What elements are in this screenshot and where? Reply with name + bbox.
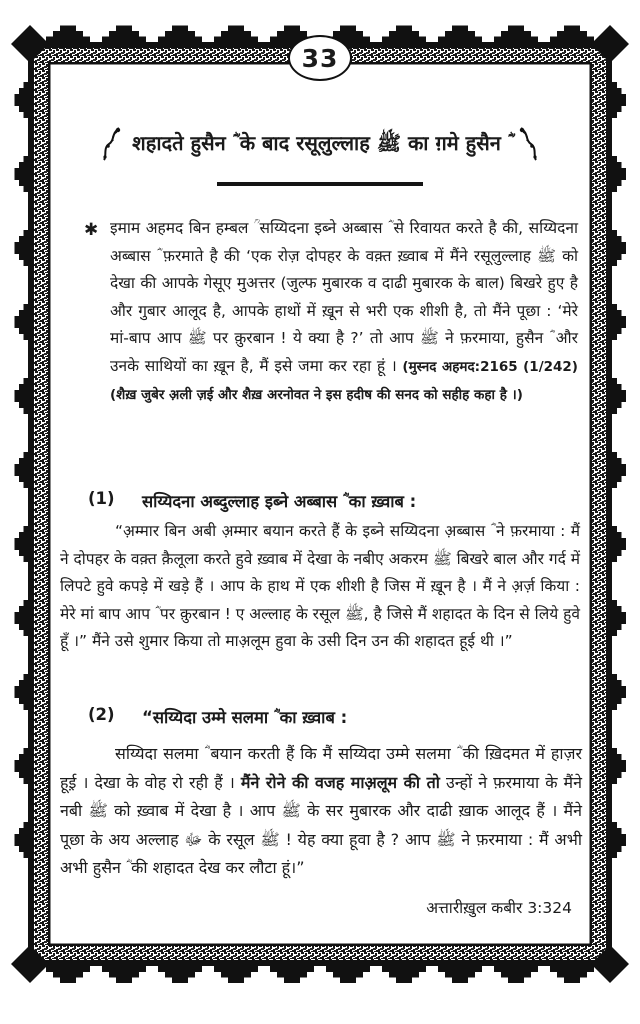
section-2-number: (2) bbox=[88, 705, 115, 724]
asterisk-bullet-icon: ✱ bbox=[84, 220, 99, 240]
hadith-text: इमाम अहमद बिन हम्बल ؒ सय्यिदना इब्ने अब्बास ؓ से रिवायत करते है की, सय्यिदना अब्बास ؓ फ़रमाते है की ‘एक रोज़ दोपहर के वक़्त ख़्वाब में मैंने रसूलुल्लाह ﷺ को देखा की आपके गेसूए मुअत्तर (जुल्फ मुबारक व दाढी मुबारक के बाल) बिखरे हुए है और गुबार आलूद है, आपके हाथों में ख़ून से भरी एक शीशी है, तो मैंने पूछा : ‘मेरे मां-बाप आप ﷺ पर क़ुरबान ! ये क्या है ?’ तो आप ﷺ ने फ़रमाया, हुसैन ؓ और उनके साथियों का ख़ून है, मैं इसे जमा कर रहा हूं । bbox=[110, 219, 579, 375]
section-1-body: “अ़म्मार बिन अबी अ़म्मार बयान करते हैं के इब्ने सय्यिदना अ़ब्बास ؓ ने फ़रमाया : मैं ने दोपहर के वक़्त क़ैलूला करते हुवे ख़्वाब में देखा के नबीए अकरम ﷺ बिखरे बाल और गर्द में लिपटे हुवे कपड़े में खड़े हैं । आप के हाथ में एक शीशी है जिस में ख़ून है । मैं ने अ़र्ज़ किया : मेरे मां बाप आप ؓ पर क़ुरबान ! ए अल्लाह के रसूल ﷺ, है जिसे मैं शहादत के दिन से लिये हुवे हूँ ।” मैंने उसे शुमार किया तो माअ़लूम हुवा के उसी दिन उन की शहादत हूई थी ।” bbox=[60, 522, 580, 650]
ornament-right-icon bbox=[517, 126, 539, 162]
page-number-oval bbox=[288, 35, 352, 81]
hadith-paragraph bbox=[60, 215, 578, 410]
section-1-number: (1) bbox=[88, 489, 115, 508]
source-citation: अत्तारीख़ुल कबीर 3:324 bbox=[426, 899, 572, 917]
hadith-citation: (मुस्नद अहमद:2165 (1/242) (शैख़ जुबेर अ़ली ज़ई और शैख़ अरनोवत ने इस हदीष की सनद को सहीह कहा है ।) bbox=[110, 358, 578, 403]
title-underline-rule bbox=[217, 182, 423, 186]
section-2-body bbox=[60, 740, 582, 883]
page-number: 33 bbox=[301, 43, 339, 73]
section-2-title: “सय्यिदा उम्मे सलमा ؓ का ख़्वाब : bbox=[142, 708, 348, 727]
page-content bbox=[60, 0, 583, 960]
section-1-title: सय्यिदना अब्दुल्लाह इब्ने अब्बास ؓ का ख़्वाब : bbox=[142, 492, 417, 511]
chapter-title-row bbox=[60, 126, 580, 162]
section-2-body-bold: मैंने रोने की वजह माअ़लूम की तो bbox=[240, 772, 440, 792]
page-title: शहादते हुसैन ؓ के बाद रसूलुल्लाह ﷺ का ग़मे हुसैन ؓ bbox=[132, 130, 508, 155]
section-2-body-post: उन्हों ने फ़रमाया के मैंने नबी ﷺ को ख़्वाब में देखा है । आप ﷺ के सर मुबारक और दाढी ख़ाक आलूद हैं । मैंने पूछा के अय अल्लाह ﷻ के रसूल ﷺ ! येह क्या हूवा है ? आप ﷺ ने फ़रमाया : मैं अभी अभी हुसैन ؓ की शहादत देख कर लौटा हूं।” bbox=[60, 772, 583, 877]
section-2-body-pre: सय्यिदा सलमा ؓ बयान करती हैं कि मैं सय्यिदा उम्मे सलमा ؓ की ख़िदमत में हाज़र हूई़ । देखा के वोह रो रही हैं । bbox=[60, 744, 582, 792]
ornament-left-icon bbox=[101, 126, 123, 162]
